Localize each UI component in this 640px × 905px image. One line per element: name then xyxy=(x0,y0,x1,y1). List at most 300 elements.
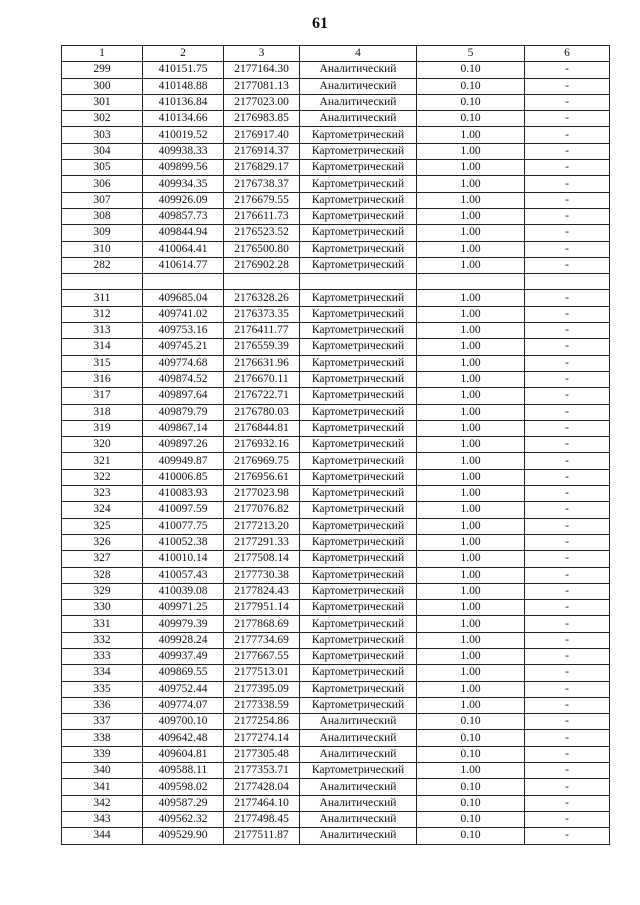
x-coordinate-cell: 409741.02 xyxy=(143,306,224,322)
point-number-cell: 303 xyxy=(62,127,143,143)
method-cell: Аналитический xyxy=(300,730,417,746)
method-cell: Картометрический xyxy=(300,534,417,550)
x-coordinate-cell: 410614.77 xyxy=(143,257,224,273)
y-coordinate-cell: 2176829.17 xyxy=(224,160,300,176)
accuracy-cell xyxy=(417,274,525,290)
x-coordinate-cell: 409899.56 xyxy=(143,160,224,176)
note-cell: - xyxy=(525,534,610,550)
table-row xyxy=(62,811,610,827)
note-cell: - xyxy=(525,697,610,713)
x-coordinate-cell: 410151.75 xyxy=(143,62,224,78)
x-coordinate-cell: 409928.24 xyxy=(143,632,224,648)
point-number-cell: 307 xyxy=(62,192,143,208)
y-coordinate-cell: 2177508.14 xyxy=(224,551,300,567)
y-coordinate-cell: 2176969.75 xyxy=(224,453,300,469)
point-number-cell: 344 xyxy=(62,828,143,844)
table-row xyxy=(62,241,610,257)
x-coordinate-cell: 409879.79 xyxy=(143,404,224,420)
table-row xyxy=(62,746,610,762)
method-cell: Картометрический xyxy=(300,404,417,420)
y-coordinate-cell: 2177730.38 xyxy=(224,567,300,583)
method-cell: Аналитический xyxy=(300,811,417,827)
method-cell: Картометрический xyxy=(300,518,417,534)
table-row xyxy=(62,763,610,779)
accuracy-cell: 1.00 xyxy=(417,518,525,534)
note-cell: - xyxy=(525,420,610,436)
x-coordinate-cell: 409598.02 xyxy=(143,779,224,795)
x-coordinate-cell xyxy=(143,274,224,290)
note-cell: - xyxy=(525,518,610,534)
point-number-cell: 305 xyxy=(62,160,143,176)
method-cell: Картометрический xyxy=(300,681,417,697)
note-cell: - xyxy=(525,763,610,779)
point-number-cell: 312 xyxy=(62,306,143,322)
x-coordinate-cell: 409949.87 xyxy=(143,453,224,469)
note-cell: - xyxy=(525,469,610,485)
table-row xyxy=(62,534,610,550)
accuracy-cell: 1.00 xyxy=(417,600,525,616)
note-cell: - xyxy=(525,176,610,192)
x-coordinate-cell: 409926.09 xyxy=(143,192,224,208)
method-cell: Картометрический xyxy=(300,583,417,599)
x-coordinate-cell: 410097.59 xyxy=(143,502,224,518)
table-row xyxy=(62,583,610,599)
accuracy-cell: 1.00 xyxy=(417,339,525,355)
table-row xyxy=(62,616,610,632)
x-coordinate-cell: 410019.52 xyxy=(143,127,224,143)
accuracy-cell: 1.00 xyxy=(417,665,525,681)
note-cell: - xyxy=(525,714,610,730)
method-cell: Картометрический xyxy=(300,355,417,371)
accuracy-cell: 1.00 xyxy=(417,290,525,306)
header-row xyxy=(62,46,610,62)
y-coordinate-cell: 2177023.98 xyxy=(224,486,300,502)
note-cell: - xyxy=(525,437,610,453)
method-cell: Картометрический xyxy=(300,176,417,192)
method-cell: Аналитический xyxy=(300,111,417,127)
method-cell: Картометрический xyxy=(300,567,417,583)
column-header: 3 xyxy=(224,46,300,62)
x-coordinate-cell: 409867.14 xyxy=(143,420,224,436)
accuracy-cell: 1.00 xyxy=(417,681,525,697)
x-coordinate-cell: 409529.90 xyxy=(143,828,224,844)
y-coordinate-cell: 2176780.03 xyxy=(224,404,300,420)
x-coordinate-cell: 410136.84 xyxy=(143,94,224,110)
x-coordinate-cell: 409562.32 xyxy=(143,811,224,827)
note-cell: - xyxy=(525,453,610,469)
point-number-cell: 326 xyxy=(62,534,143,550)
point-number-cell: 317 xyxy=(62,388,143,404)
method-cell: Картометрический xyxy=(300,632,417,648)
accuracy-cell: 1.00 xyxy=(417,648,525,664)
method-cell: Картометрический xyxy=(300,648,417,664)
x-coordinate-cell: 410039.08 xyxy=(143,583,224,599)
table-row xyxy=(62,681,610,697)
x-coordinate-cell: 409753.16 xyxy=(143,323,224,339)
method-cell: Картометрический xyxy=(300,339,417,355)
x-coordinate-cell: 410077.75 xyxy=(143,518,224,534)
point-number-cell: 319 xyxy=(62,420,143,436)
column-header: 2 xyxy=(143,46,224,62)
note-cell: - xyxy=(525,567,610,583)
x-coordinate-cell: 409604.81 xyxy=(143,746,224,762)
note-cell: - xyxy=(525,355,610,371)
method-cell: Картометрический xyxy=(300,420,417,436)
note-cell xyxy=(525,274,610,290)
method-cell: Картометрический xyxy=(300,388,417,404)
x-coordinate-cell: 410052.38 xyxy=(143,534,224,550)
note-cell: - xyxy=(525,795,610,811)
point-number-cell: 310 xyxy=(62,241,143,257)
note-cell: - xyxy=(525,404,610,420)
point-number-cell: 313 xyxy=(62,323,143,339)
y-coordinate-cell: 2176631.96 xyxy=(224,355,300,371)
accuracy-cell: 1.00 xyxy=(417,697,525,713)
note-cell: - xyxy=(525,323,610,339)
y-coordinate-cell: 2176328.26 xyxy=(224,290,300,306)
x-coordinate-cell: 410083.93 xyxy=(143,486,224,502)
point-number-cell: 308 xyxy=(62,208,143,224)
accuracy-cell: 1.00 xyxy=(417,323,525,339)
note-cell: - xyxy=(525,208,610,224)
y-coordinate-cell xyxy=(224,274,300,290)
y-coordinate-cell: 2177023.00 xyxy=(224,94,300,110)
accuracy-cell: 1.00 xyxy=(417,306,525,322)
table-row xyxy=(62,323,610,339)
accuracy-cell: 1.00 xyxy=(417,160,525,176)
note-cell: - xyxy=(525,143,610,159)
table-row xyxy=(62,388,610,404)
method-cell: Аналитический xyxy=(300,78,417,94)
y-coordinate-cell: 2177164.30 xyxy=(224,62,300,78)
point-number-cell: 325 xyxy=(62,518,143,534)
y-coordinate-cell: 2177824.43 xyxy=(224,583,300,599)
method-cell: Картометрический xyxy=(300,665,417,681)
table-row xyxy=(62,779,610,795)
point-number-cell: 329 xyxy=(62,583,143,599)
x-coordinate-cell: 409897.26 xyxy=(143,437,224,453)
table-row xyxy=(62,274,610,290)
note-cell: - xyxy=(525,290,610,306)
note-cell: - xyxy=(525,665,610,681)
y-coordinate-cell: 2177076.82 xyxy=(224,502,300,518)
x-coordinate-cell: 409979.39 xyxy=(143,616,224,632)
note-cell: - xyxy=(525,257,610,273)
point-number-cell: 327 xyxy=(62,551,143,567)
accuracy-cell: 1.00 xyxy=(417,355,525,371)
table-row xyxy=(62,665,610,681)
accuracy-cell: 1.00 xyxy=(417,469,525,485)
x-coordinate-cell: 410010.14 xyxy=(143,551,224,567)
y-coordinate-cell: 2176902.28 xyxy=(224,257,300,273)
x-coordinate-cell: 409774.07 xyxy=(143,697,224,713)
note-cell: - xyxy=(525,388,610,404)
point-number-cell xyxy=(62,274,143,290)
note-cell: - xyxy=(525,746,610,762)
note-cell: - xyxy=(525,306,610,322)
accuracy-cell: 1.00 xyxy=(417,192,525,208)
method-cell: Аналитический xyxy=(300,779,417,795)
table-row xyxy=(62,730,610,746)
accuracy-cell: 0.10 xyxy=(417,746,525,762)
method-cell: Картометрический xyxy=(300,306,417,322)
accuracy-cell: 1.00 xyxy=(417,616,525,632)
method-cell: Аналитический xyxy=(300,714,417,730)
y-coordinate-cell: 2176844.81 xyxy=(224,420,300,436)
point-number-cell: 335 xyxy=(62,681,143,697)
y-coordinate-cell: 2176523.52 xyxy=(224,225,300,241)
x-coordinate-cell: 410134.66 xyxy=(143,111,224,127)
point-number-cell: 299 xyxy=(62,62,143,78)
method-cell: Картометрический xyxy=(300,437,417,453)
method-cell: Картометрический xyxy=(300,241,417,257)
x-coordinate-cell: 409774.68 xyxy=(143,355,224,371)
table-row xyxy=(62,111,610,127)
x-coordinate-cell: 409587.29 xyxy=(143,795,224,811)
method-cell: Аналитический xyxy=(300,746,417,762)
note-cell: - xyxy=(525,339,610,355)
point-number-cell: 304 xyxy=(62,143,143,159)
y-coordinate-cell: 2177353.71 xyxy=(224,763,300,779)
table-row xyxy=(62,225,610,241)
accuracy-cell: 1.00 xyxy=(417,371,525,387)
table-header xyxy=(62,46,610,62)
accuracy-cell: 1.00 xyxy=(417,502,525,518)
point-number-cell: 301 xyxy=(62,94,143,110)
note-cell: - xyxy=(525,730,610,746)
table-row xyxy=(62,437,610,453)
column-header: 1 xyxy=(62,46,143,62)
point-number-cell: 341 xyxy=(62,779,143,795)
note-cell: - xyxy=(525,225,610,241)
accuracy-cell: 1.00 xyxy=(417,225,525,241)
y-coordinate-cell: 2177291.33 xyxy=(224,534,300,550)
note-cell: - xyxy=(525,160,610,176)
accuracy-cell: 0.10 xyxy=(417,811,525,827)
point-number-cell: 318 xyxy=(62,404,143,420)
table-body xyxy=(62,62,610,844)
note-cell: - xyxy=(525,551,610,567)
method-cell: Аналитический xyxy=(300,62,417,78)
table-row xyxy=(62,208,610,224)
method-cell: Картометрический xyxy=(300,453,417,469)
point-number-cell: 306 xyxy=(62,176,143,192)
table-row xyxy=(62,453,610,469)
y-coordinate-cell: 2176411.77 xyxy=(224,323,300,339)
accuracy-cell: 1.00 xyxy=(417,632,525,648)
method-cell: Картометрический xyxy=(300,160,417,176)
point-number-cell: 315 xyxy=(62,355,143,371)
y-coordinate-cell: 2177274.14 xyxy=(224,730,300,746)
note-cell: - xyxy=(525,241,610,257)
method-cell: Картометрический xyxy=(300,290,417,306)
method-cell: Картометрический xyxy=(300,763,417,779)
y-coordinate-cell: 2177464.10 xyxy=(224,795,300,811)
note-cell: - xyxy=(525,583,610,599)
table-row xyxy=(62,306,610,322)
table-row xyxy=(62,127,610,143)
point-number-cell: 339 xyxy=(62,746,143,762)
table-row xyxy=(62,257,610,273)
y-coordinate-cell: 2177868.69 xyxy=(224,616,300,632)
point-number-cell: 302 xyxy=(62,111,143,127)
table-row xyxy=(62,714,610,730)
x-coordinate-cell: 410148.88 xyxy=(143,78,224,94)
note-cell: - xyxy=(525,486,610,502)
note-cell: - xyxy=(525,616,610,632)
x-coordinate-cell: 409588.11 xyxy=(143,763,224,779)
x-coordinate-cell: 409937.49 xyxy=(143,648,224,664)
x-coordinate-cell: 409642.48 xyxy=(143,730,224,746)
y-coordinate-cell: 2177338.59 xyxy=(224,697,300,713)
y-coordinate-cell: 2177667.55 xyxy=(224,648,300,664)
method-cell: Картометрический xyxy=(300,257,417,273)
x-coordinate-cell: 410006.85 xyxy=(143,469,224,485)
x-coordinate-cell: 410057.43 xyxy=(143,567,224,583)
method-cell: Картометрический xyxy=(300,371,417,387)
y-coordinate-cell: 2176559.39 xyxy=(224,339,300,355)
y-coordinate-cell: 2176670.11 xyxy=(224,371,300,387)
method-cell: Картометрический xyxy=(300,127,417,143)
accuracy-cell: 1.00 xyxy=(417,143,525,159)
y-coordinate-cell: 2177513.01 xyxy=(224,665,300,681)
x-coordinate-cell: 409700.10 xyxy=(143,714,224,730)
method-cell: Картометрический xyxy=(300,600,417,616)
x-coordinate-cell: 409971.25 xyxy=(143,600,224,616)
point-number-cell: 322 xyxy=(62,469,143,485)
method-cell: Картометрический xyxy=(300,143,417,159)
y-coordinate-cell: 2176917.40 xyxy=(224,127,300,143)
note-cell: - xyxy=(525,828,610,844)
y-coordinate-cell: 2177081.13 xyxy=(224,78,300,94)
note-cell: - xyxy=(525,681,610,697)
accuracy-cell: 1.00 xyxy=(417,404,525,420)
note-cell: - xyxy=(525,811,610,827)
accuracy-cell: 0.10 xyxy=(417,78,525,94)
note-cell: - xyxy=(525,779,610,795)
accuracy-cell: 1.00 xyxy=(417,763,525,779)
x-coordinate-cell: 409752.44 xyxy=(143,681,224,697)
point-number-cell: 334 xyxy=(62,665,143,681)
method-cell xyxy=(300,274,417,290)
table-row xyxy=(62,160,610,176)
accuracy-cell: 1.00 xyxy=(417,551,525,567)
note-cell: - xyxy=(525,371,610,387)
y-coordinate-cell: 2177395.09 xyxy=(224,681,300,697)
accuracy-cell: 0.10 xyxy=(417,94,525,110)
x-coordinate-cell: 409685.04 xyxy=(143,290,224,306)
accuracy-cell: 0.10 xyxy=(417,714,525,730)
y-coordinate-cell: 2176722.71 xyxy=(224,388,300,404)
y-coordinate-cell: 2176373.35 xyxy=(224,306,300,322)
note-cell: - xyxy=(525,600,610,616)
column-header: 4 xyxy=(300,46,417,62)
note-cell: - xyxy=(525,111,610,127)
table-row xyxy=(62,290,610,306)
coordinates-table xyxy=(61,45,610,845)
point-number-cell: 328 xyxy=(62,567,143,583)
table-row xyxy=(62,518,610,534)
column-header: 6 xyxy=(525,46,610,62)
accuracy-cell: 1.00 xyxy=(417,176,525,192)
point-number-cell: 336 xyxy=(62,697,143,713)
accuracy-cell: 0.10 xyxy=(417,795,525,811)
method-cell: Аналитический xyxy=(300,94,417,110)
table-row xyxy=(62,192,610,208)
table-row xyxy=(62,78,610,94)
method-cell: Картометрический xyxy=(300,551,417,567)
y-coordinate-cell: 2177511.87 xyxy=(224,828,300,844)
point-number-cell: 300 xyxy=(62,78,143,94)
y-coordinate-cell: 2176932.16 xyxy=(224,437,300,453)
table-row xyxy=(62,469,610,485)
note-cell: - xyxy=(525,648,610,664)
method-cell: Картометрический xyxy=(300,697,417,713)
accuracy-cell: 1.00 xyxy=(417,453,525,469)
y-coordinate-cell: 2177498.45 xyxy=(224,811,300,827)
y-coordinate-cell: 2177428.04 xyxy=(224,779,300,795)
point-number-cell: 338 xyxy=(62,730,143,746)
note-cell: - xyxy=(525,78,610,94)
method-cell: Картометрический xyxy=(300,208,417,224)
x-coordinate-cell: 409874.52 xyxy=(143,371,224,387)
y-coordinate-cell: 2176500.80 xyxy=(224,241,300,257)
method-cell: Картометрический xyxy=(300,192,417,208)
column-header: 5 xyxy=(417,46,525,62)
table-row xyxy=(62,94,610,110)
point-number-cell: 342 xyxy=(62,795,143,811)
y-coordinate-cell: 2176679.55 xyxy=(224,192,300,208)
note-cell: - xyxy=(525,632,610,648)
accuracy-cell: 1.00 xyxy=(417,257,525,273)
point-number-cell: 282 xyxy=(62,257,143,273)
table-row xyxy=(62,600,610,616)
method-cell: Аналитический xyxy=(300,828,417,844)
note-cell: - xyxy=(525,62,610,78)
table-row xyxy=(62,648,610,664)
note-cell: - xyxy=(525,192,610,208)
x-coordinate-cell: 409869.55 xyxy=(143,665,224,681)
point-number-cell: 311 xyxy=(62,290,143,306)
table-row xyxy=(62,339,610,355)
accuracy-cell: 1.00 xyxy=(417,486,525,502)
point-number-cell: 333 xyxy=(62,648,143,664)
point-number-cell: 324 xyxy=(62,502,143,518)
x-coordinate-cell: 409857.73 xyxy=(143,208,224,224)
method-cell: Картометрический xyxy=(300,616,417,632)
table-row xyxy=(62,632,610,648)
table-row xyxy=(62,143,610,159)
table-row xyxy=(62,355,610,371)
method-cell: Картометрический xyxy=(300,469,417,485)
accuracy-cell: 0.10 xyxy=(417,828,525,844)
y-coordinate-cell: 2176738.37 xyxy=(224,176,300,192)
point-number-cell: 320 xyxy=(62,437,143,453)
accuracy-cell: 1.00 xyxy=(417,583,525,599)
table-row xyxy=(62,567,610,583)
x-coordinate-cell: 409844.94 xyxy=(143,225,224,241)
accuracy-cell: 1.00 xyxy=(417,534,525,550)
point-number-cell: 331 xyxy=(62,616,143,632)
table-row xyxy=(62,697,610,713)
accuracy-cell: 1.00 xyxy=(417,420,525,436)
accuracy-cell: 1.00 xyxy=(417,388,525,404)
page-number: 61 xyxy=(312,15,328,32)
accuracy-cell: 0.10 xyxy=(417,62,525,78)
point-number-cell: 314 xyxy=(62,339,143,355)
y-coordinate-cell: 2177951.14 xyxy=(224,600,300,616)
table-row xyxy=(62,420,610,436)
